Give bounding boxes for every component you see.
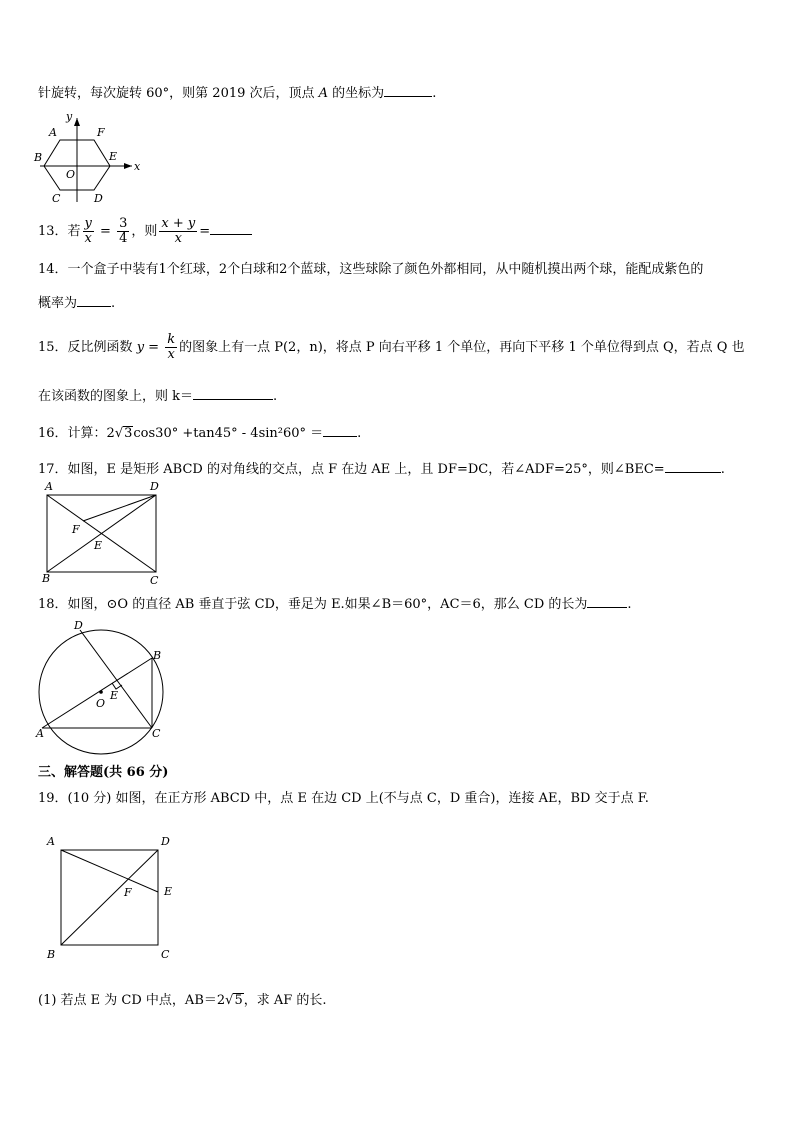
- q13-eq2: =: [199, 224, 211, 239]
- label-d: D: [94, 192, 103, 205]
- question-19: 19．(10 分) 如图，在正方形 ABCD 中，点 E 在边 CD 上(不与点 C，D 重合)，连接 AE，BD 交于点 F.: [38, 791, 649, 806]
- label-a: A: [36, 727, 44, 740]
- label-b: B: [47, 948, 56, 961]
- q16-rest: cos30° +tan45° - 4sin²60° ＝: [133, 426, 324, 441]
- segment-ae: [61, 850, 158, 892]
- q15-end: .: [273, 389, 278, 404]
- label-c: C: [150, 574, 159, 587]
- question-14-line2: [38, 292, 115, 313]
- q12-end: .: [432, 86, 437, 101]
- label-f: F: [72, 523, 80, 536]
- q15-fraction-k-over-x: [165, 333, 177, 362]
- question-14-line1: 14．一个盒子中装有1个红球，2个白球和2个蓝球，这些球除了颜色外都相同，从中随机摸出两个球，能配成紫色的: [38, 262, 704, 277]
- label-y: y: [66, 110, 73, 123]
- y-axis-arrow: [74, 118, 80, 126]
- question-18: [38, 593, 632, 614]
- label-a: A: [47, 835, 55, 848]
- q13-prefix: 13．若: [38, 224, 81, 239]
- answer-blank-q14[interactable]: [77, 292, 111, 307]
- q18-end: .: [627, 597, 632, 612]
- question-13: [38, 214, 252, 250]
- frac-num: y: [84, 216, 92, 231]
- answer-blank-q15[interactable]: [193, 385, 273, 400]
- frac-den: x: [167, 347, 175, 362]
- frac-den: x: [174, 231, 182, 246]
- q12-var-a: A: [318, 86, 329, 101]
- q16-sqrt: 3: [124, 426, 133, 441]
- q16-end: .: [357, 426, 362, 441]
- frac-num: x + y: [161, 216, 196, 231]
- frac-num: k: [167, 332, 176, 347]
- rectangle-figure: [40, 480, 170, 590]
- label-d: D: [161, 835, 170, 848]
- q18-text: 18．如图，⊙O 的直径 AB 垂直于弦 CD，垂足为 E.如果∠B＝60°，AC＝6，那么 CD 的长为: [38, 597, 588, 612]
- circle-figure: [32, 615, 172, 755]
- answer-blank-q17[interactable]: [665, 458, 721, 473]
- frac-num: 3: [119, 216, 128, 231]
- label-b: B: [34, 151, 43, 164]
- label-c: C: [161, 948, 170, 961]
- q19-1-prefix: (1) 若点 E 为 CD 中点，AB＝2: [38, 993, 226, 1008]
- q14-text: 概率为: [38, 296, 78, 311]
- section-title: 三、解答题(共 66 分): [38, 765, 169, 780]
- q12-text-b: 的坐标为: [328, 86, 385, 101]
- q19-1-rest: ，求 AF 的长.: [243, 993, 327, 1008]
- q13-fraction-y-over-x: [83, 217, 94, 246]
- frac-den: 4: [119, 231, 128, 246]
- q17-end: .: [720, 462, 725, 477]
- q13-fraction-3-over-4: [117, 217, 129, 246]
- q12-text: 针旋转，每次旋转 60°，则第 2019 次后，顶点: [38, 86, 319, 101]
- answer-blank-q18[interactable]: [587, 593, 627, 608]
- center-point: [99, 690, 103, 694]
- label-e: E: [110, 689, 119, 702]
- label-e: E: [94, 539, 103, 552]
- answer-blank-q16[interactable]: [323, 422, 357, 437]
- label-c: C: [52, 192, 61, 205]
- segment-df: [83, 495, 156, 521]
- q14-end: .: [111, 296, 116, 311]
- q15-text: 在该函数的图象上，则 k＝: [38, 389, 194, 404]
- label-b: B: [153, 649, 162, 662]
- q13-eq: =: [95, 224, 116, 239]
- q15-rest: 的图象上有一点 P(2，n)，将点 P 向右平移 1 个单位，再向下平移 1 个单位得到点 Q，若点 Q 也: [179, 340, 745, 355]
- q13-mid: ，则: [131, 224, 158, 239]
- question-17: [38, 458, 725, 479]
- q17-text: 17．如图，E 是矩形 ABCD 的对角线的交点，点 F 在边 AE 上，且 DF=DC，若∠ADF=25°，则∠BEC=: [38, 462, 665, 477]
- label-o: O: [66, 168, 76, 181]
- q12-tail-line: [38, 82, 436, 103]
- label-x: x: [134, 160, 141, 173]
- answer-blank-q13[interactable]: [210, 220, 252, 235]
- question-16: 16．计算：2√3cos30° +tan45° - 4sin²60° ＝ .: [38, 422, 361, 443]
- label-f: F: [97, 126, 105, 139]
- answer-blank-q12[interactable]: [384, 82, 432, 97]
- q13-fraction-xy-over-x: [159, 217, 197, 246]
- label-e: E: [164, 885, 173, 898]
- label-d: D: [74, 619, 83, 632]
- label-a: A: [49, 126, 57, 139]
- frac-den: x: [84, 231, 92, 246]
- diameter-ab: [42, 658, 152, 728]
- q15-y-eq: y =: [136, 340, 164, 355]
- question-15-line2: [38, 385, 277, 406]
- q19-1-sqrt: 5: [234, 993, 243, 1008]
- label-d: D: [150, 480, 159, 493]
- label-c: C: [152, 727, 161, 740]
- question-15-line1: [38, 330, 745, 366]
- hexagon-figure: [34, 110, 146, 205]
- label-e: E: [109, 150, 118, 163]
- square-figure: [44, 832, 184, 962]
- label-b: B: [42, 572, 51, 585]
- question-19-part1: (1) 若点 E 为 CD 中点，AB＝2√5，求 AF 的长.: [38, 993, 327, 1008]
- label-f: F: [124, 886, 132, 899]
- x-axis-arrow: [124, 163, 132, 169]
- q15-prefix: 15．反比例函数: [38, 340, 137, 355]
- diagonal-bd: [61, 850, 158, 945]
- label-o: O: [96, 697, 106, 710]
- label-a: A: [45, 480, 53, 493]
- q16-prefix: 16．计算：2: [38, 426, 115, 441]
